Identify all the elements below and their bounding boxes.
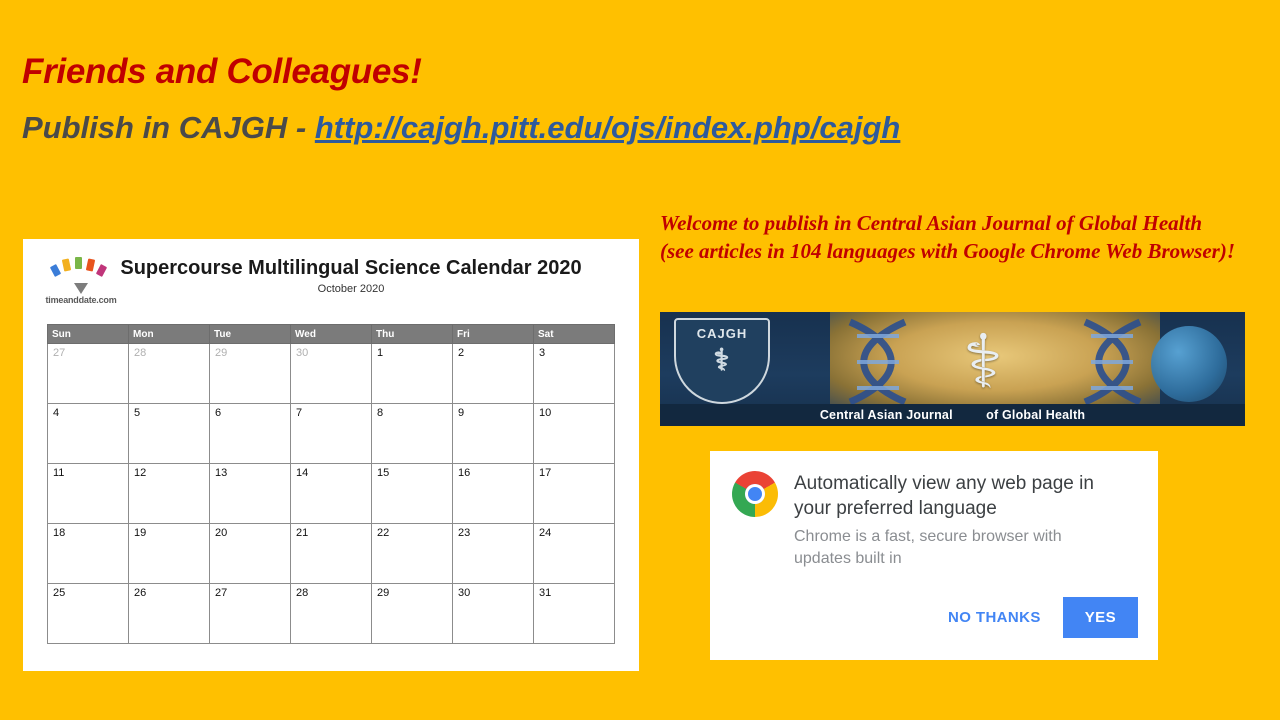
page-title: Friends and Colleagues! xyxy=(22,52,422,91)
calendar-day-cell[interactable]: 28 xyxy=(129,344,210,404)
calendar-week-row xyxy=(48,404,615,464)
subtitle-line xyxy=(22,110,900,146)
promo-title: Automatically view any web page in your preferred language xyxy=(794,473,1094,519)
calendar-header xyxy=(23,239,639,307)
calendar-day-cell[interactable]: 5 xyxy=(129,404,210,464)
calendar-weekday: Tue xyxy=(210,325,291,344)
cajgh-shield-icon xyxy=(674,318,770,404)
calendar-weekday: Thu xyxy=(372,325,453,344)
calendar-grid xyxy=(47,324,615,644)
calendar-day-cell[interactable]: 30 xyxy=(453,584,534,644)
calendar-day-cell[interactable]: 13 xyxy=(210,464,291,524)
logo-text: timeanddate.com xyxy=(45,295,117,305)
calendar-weekday: Wed xyxy=(291,325,372,344)
calendar-day-cell[interactable]: 29 xyxy=(372,584,453,644)
calendar-day-cell[interactable]: 21 xyxy=(291,524,372,584)
calendar-week-row xyxy=(48,524,615,584)
shield-caduceus-icon: ⚕ xyxy=(713,344,731,377)
calendar-weekday: Sun xyxy=(48,325,129,344)
calendar-day-cell[interactable]: 18 xyxy=(48,524,129,584)
subtitle-prefix: Publish in CAJGH - xyxy=(22,110,307,145)
calendar-day-cell[interactable]: 25 xyxy=(48,584,129,644)
calendar-week-row xyxy=(48,464,615,524)
yes-button[interactable]: YES xyxy=(1063,597,1138,638)
calendar-day-cell[interactable]: 15 xyxy=(372,464,453,524)
journal-url-link[interactable]: http://cajgh.pitt.edu/ojs/index.php/cajgh xyxy=(314,110,901,145)
calendar-day-cell[interactable]: 10 xyxy=(534,404,615,464)
promo-subtitle: Chrome is a fast, secure browser with updates built in xyxy=(794,528,1062,567)
calendar-day-cell[interactable]: 26 xyxy=(129,584,210,644)
calendar-day-cell[interactable]: 29 xyxy=(210,344,291,404)
calendar-day-cell[interactable]: 16 xyxy=(453,464,534,524)
calendar-day-cell[interactable]: 31 xyxy=(534,584,615,644)
no-thanks-button[interactable]: NO THANKS xyxy=(942,601,1047,634)
calendar-day-cell[interactable]: 23 xyxy=(453,524,534,584)
calendar-day-cell[interactable]: 9 xyxy=(453,404,534,464)
calendar-day-cell[interactable]: 1 xyxy=(372,344,453,404)
calendar-day-cell[interactable]: 2 xyxy=(453,344,534,404)
calendar-day-cell[interactable]: 27 xyxy=(210,584,291,644)
promo-actions xyxy=(942,597,1138,638)
calendar-panel xyxy=(23,239,639,671)
calendar-day-cell[interactable]: 27 xyxy=(48,344,129,404)
calendar-month-label: October 2020 xyxy=(317,283,385,295)
calendar-week-row xyxy=(48,584,615,644)
banner-caption xyxy=(660,404,1245,426)
calendar-day-cell[interactable]: 11 xyxy=(48,464,129,524)
caduceus-icon: ⚕ xyxy=(962,320,1004,403)
chrome-logo-icon xyxy=(732,471,778,517)
calendar-day-cell[interactable]: 28 xyxy=(291,584,372,644)
banner-caption-right: of Global Health xyxy=(986,408,1086,422)
calendar-weekday: Sat xyxy=(534,325,615,344)
shield-label: CAJGH xyxy=(696,326,748,341)
calendar-day-cell[interactable]: 8 xyxy=(372,404,453,464)
calendar-day-cell[interactable]: 19 xyxy=(129,524,210,584)
calendar-weekday: Fri xyxy=(453,325,534,344)
calendar-day-cell[interactable]: 12 xyxy=(129,464,210,524)
calendar-title: Supercourse Multilingual Science Calendar 2020 xyxy=(120,257,582,279)
calendar-day-cell[interactable]: 20 xyxy=(210,524,291,584)
globe-icon xyxy=(1151,326,1227,402)
calendar-day-cell[interactable]: 6 xyxy=(210,404,291,464)
calendar-day-cell[interactable]: 4 xyxy=(48,404,129,464)
calendar-day-cell[interactable]: 17 xyxy=(534,464,615,524)
calendar-day-cell[interactable]: 24 xyxy=(534,524,615,584)
calendar-day-cell[interactable]: 22 xyxy=(372,524,453,584)
calendar-day-cell[interactable]: 7 xyxy=(291,404,372,464)
calendar-weekday-row xyxy=(48,325,615,344)
chrome-promo-card xyxy=(710,451,1158,660)
calendar-weekday: Mon xyxy=(129,325,210,344)
banner-caption-left: Central Asian Journal xyxy=(819,408,953,422)
calendar-day-cell[interactable]: 14 xyxy=(291,464,372,524)
calendar-week-row xyxy=(48,344,615,404)
calendar-day-cell[interactable]: 3 xyxy=(534,344,615,404)
welcome-message: Welcome to publish in Central Asian Journal of Global Health (see articles in 104 languages with Google Chrome Web Browser)! xyxy=(660,211,1236,263)
calendar-day-cell[interactable]: 30 xyxy=(291,344,372,404)
cajgh-banner xyxy=(660,312,1245,426)
